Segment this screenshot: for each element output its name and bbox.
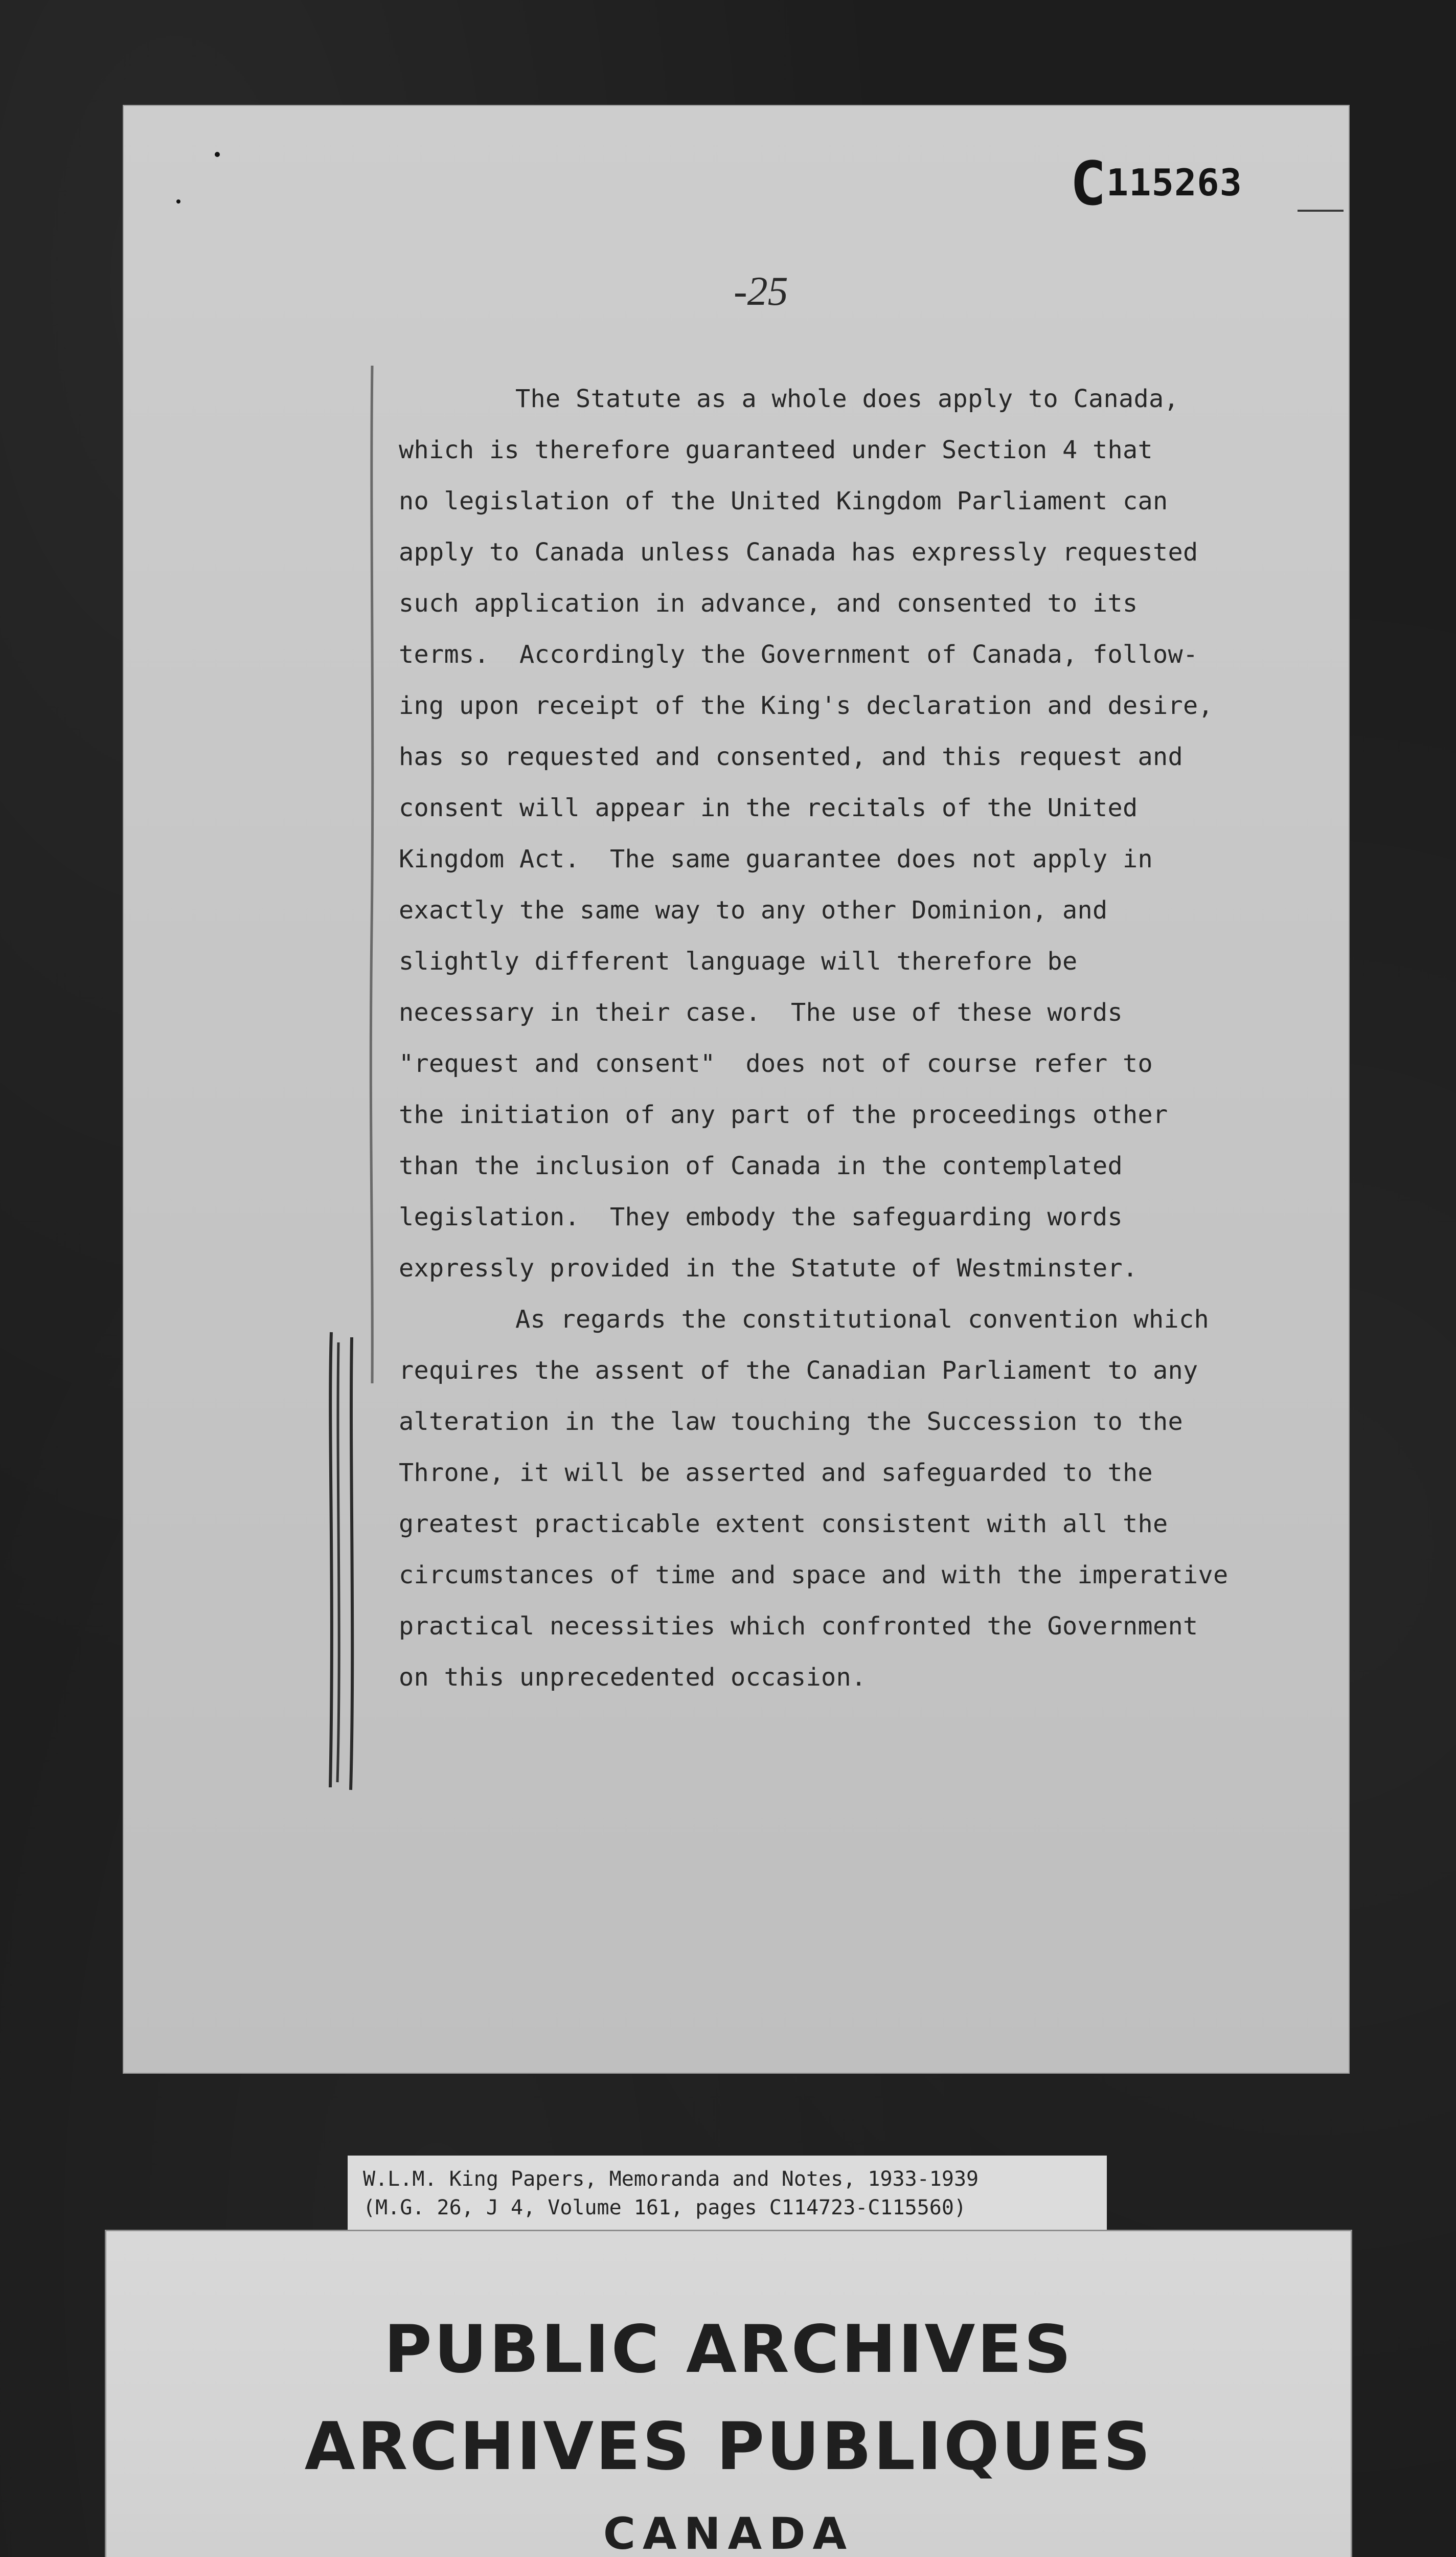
edge-mark [1298,210,1344,212]
text-line: slightly different language will therefore be [399,947,1078,976]
archives-heading-country: CANADA [603,2508,854,2557]
text-line: expressly provided in the Statute of Westminster. [399,1254,1138,1283]
text-line: As regards the constitutional convention which [515,1305,1209,1334]
reference-line: (M.G. 26, J 4, Volume 161, pages C114723-C115560) [363,2196,967,2219]
text-line: alteration in the law touching the Succession to the [399,1407,1183,1436]
text-line: than the inclusion of Canada in the contemplated [399,1152,1123,1180]
text-line: practical necessities which confronted the Government [399,1612,1198,1641]
document-number-digits: 115263 [1106,161,1242,204]
text-line: terms. Accordingly the Government of Canada, follow- [399,640,1198,669]
text-line: exactly the same way to any other Dominion, and [399,896,1108,925]
public-archives-card [105,2230,1352,2557]
text-line: apply to Canada unless Canada has expressly requested [399,538,1198,567]
text-line: legislation. They embody the safeguarding words [399,1203,1123,1231]
ink-speck [176,199,180,204]
text-line: necessary in their case. The use of these words [399,998,1123,1027]
document-body [399,373,1299,1703]
text-line: which is therefore guaranteed under Section 4 that [399,436,1153,464]
archives-heading-french: ARCHIVES PUBLIQUES [304,2409,1153,2485]
text-line: no legislation of the United Kingdom Parliament can [399,487,1168,515]
text-line: has so requested and consented, and this request and [399,743,1183,771]
page-number: -25 [734,269,788,314]
margin-pencil-line [368,366,376,1383]
ink-speck [215,152,220,157]
document-number-stamp [1070,148,1242,219]
reference-line: W.L.M. King Papers, Memoranda and Notes, 1933-1939 [363,2167,979,2191]
text-line: such application in advance, and consented to its [399,589,1138,618]
margin-pencil-brackets [327,1327,363,1792]
text-line: The Statute as a whole does apply to Canada, [515,385,1179,413]
reference-slip [348,2156,1107,2230]
document-number-prefix: C [1070,148,1106,219]
text-line: Kingdom Act. The same guarantee does not apply in [399,845,1153,873]
paragraph-2 [399,1294,1299,1703]
typed-document-page [123,105,1350,2074]
text-line: greatest practicable extent consistent with all the [399,1510,1168,1538]
text-line: Throne, it will be asserted and safeguarded to the [399,1459,1153,1487]
paragraph-1 [399,373,1299,1294]
text-line: requires the assent of the Canadian Parliament to any [399,1356,1198,1385]
text-line: consent will appear in the recitals of the United [399,794,1138,822]
text-line: on this unprecedented occasion. [399,1663,867,1692]
text-line: circumstances of time and space and with the imperative [399,1561,1228,1589]
archives-heading-english: PUBLIC ARCHIVES [384,2312,1073,2388]
text-line: the initiation of any part of the proceedings other [399,1101,1168,1129]
text-line: "request and consent" does not of course refer to [399,1049,1153,1078]
text-line: ing upon receipt of the King's declaration and desire, [399,691,1213,720]
